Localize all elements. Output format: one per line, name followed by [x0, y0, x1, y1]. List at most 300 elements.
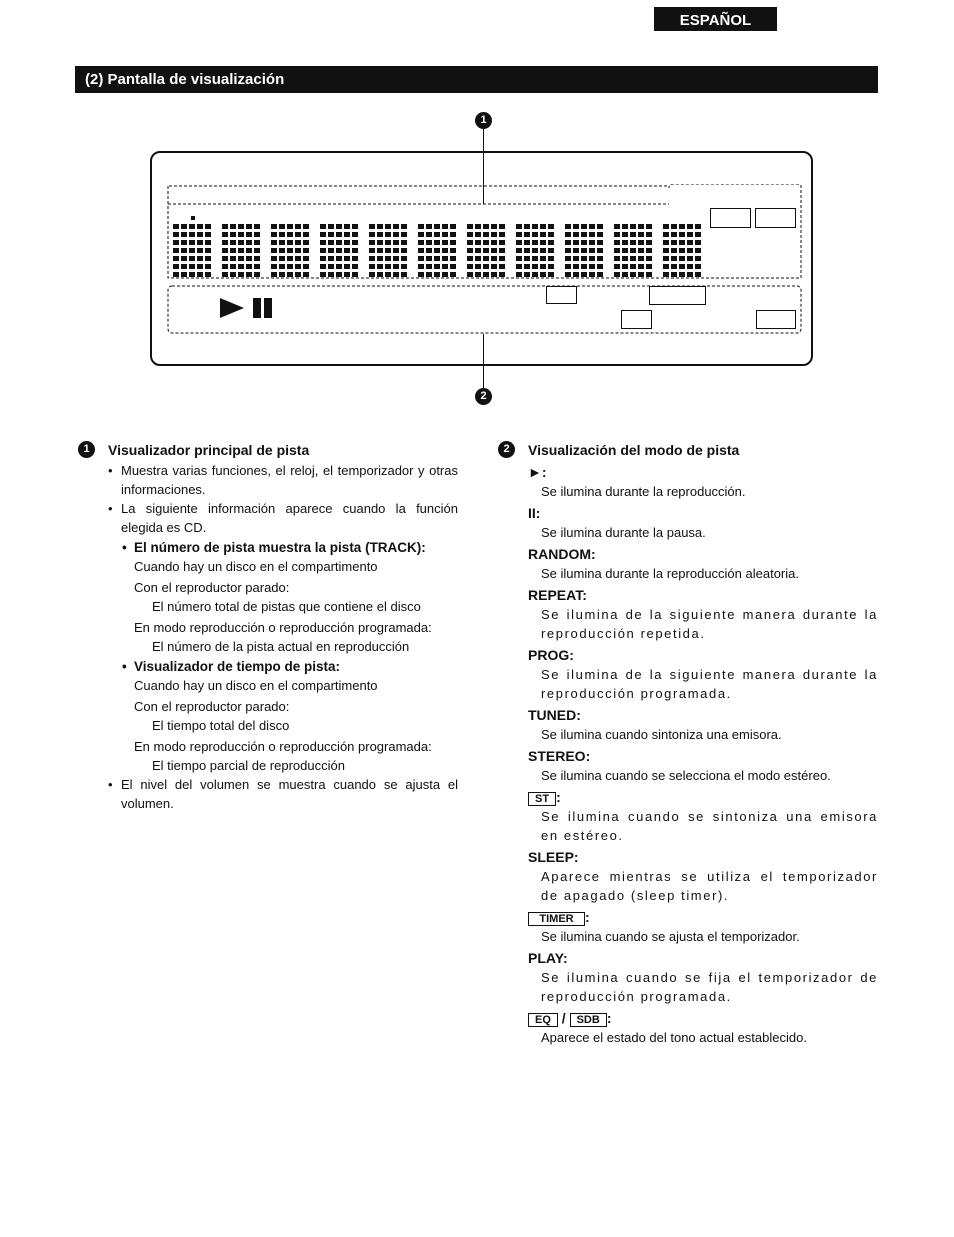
mode-desc: Aparece el estado del tono actual establecido.	[541, 1030, 807, 1045]
dot-matrix-pixel	[687, 240, 693, 245]
dot-matrix-pixel	[238, 272, 244, 277]
mode-timer	[498, 907, 878, 946]
dot-matrix-pixel	[540, 272, 546, 277]
dot-matrix-pixel	[344, 240, 350, 245]
dot-matrix-pixel	[524, 224, 530, 229]
dot-matrix-pixel	[393, 240, 399, 245]
dot-matrix-pixel	[434, 248, 440, 253]
dot-matrix-pixel	[695, 248, 701, 253]
mode-desc: Se ilumina durante la reproducción.	[541, 484, 746, 499]
dot-matrix-pixel	[671, 248, 677, 253]
dot-matrix-pixel	[475, 264, 481, 269]
dot-matrix-pixel	[320, 248, 326, 253]
dot-matrix-pixel	[181, 224, 187, 229]
dot-matrix-pixel	[442, 240, 448, 245]
dot-matrix-pixel	[320, 224, 326, 229]
dot-matrix-pixel	[679, 240, 685, 245]
dot-matrix-pixel	[238, 264, 244, 269]
separator: /	[561, 1010, 566, 1026]
dot-matrix-pixel	[385, 240, 391, 245]
dot-matrix-pixel	[524, 248, 530, 253]
left-column	[78, 441, 458, 813]
dot-matrix-pixel	[532, 248, 538, 253]
dot-matrix-pixel	[303, 232, 309, 237]
dot-matrix-pixel	[540, 256, 546, 261]
dot-matrix-cell	[516, 224, 558, 280]
dot-matrix-pixel	[254, 232, 260, 237]
dot-matrix-pixel	[426, 264, 432, 269]
dot-matrix-pixel	[197, 240, 203, 245]
dot-matrix-pixel	[328, 272, 334, 277]
mode-label	[498, 907, 878, 927]
dot-matrix-pixel	[401, 256, 407, 261]
segment-box-2	[755, 208, 796, 228]
dot-matrix-pixel	[254, 224, 260, 229]
dot-matrix-cell	[222, 224, 264, 280]
dot-matrix-pixel	[369, 248, 375, 253]
dot-matrix-pixel	[254, 240, 260, 245]
dot-matrix-pixel	[442, 272, 448, 277]
dot-matrix-pixel	[238, 248, 244, 253]
dot-matrix-pixel	[597, 272, 603, 277]
dot-matrix-pixel	[663, 224, 669, 229]
callout-2: 2	[475, 388, 492, 405]
dot-matrix-pixel	[189, 256, 195, 261]
dot-matrix-pixel	[491, 272, 497, 277]
segment-box-6	[756, 310, 796, 329]
dot-matrix-pixel	[377, 240, 383, 245]
dot-matrix-pixel	[475, 224, 481, 229]
dot-matrix-pixel	[393, 272, 399, 277]
dot-matrix-pixel	[589, 272, 595, 277]
dot-matrix-pixel	[303, 256, 309, 261]
dot-matrix-pixel	[483, 256, 489, 261]
dot-matrix-pixel	[173, 256, 179, 261]
mode-desc: Se ilumina cuando se sintoniza una emisora en estéreo.	[541, 809, 878, 843]
dot-matrix-pixel	[581, 248, 587, 253]
dot-matrix-pixel	[254, 272, 260, 277]
dot-matrix-pixel	[434, 232, 440, 237]
dot-matrix-pixel	[279, 264, 285, 269]
dot-matrix-pixel	[638, 264, 644, 269]
dot-matrix-pixel	[638, 232, 644, 237]
dot-matrix-pixel	[663, 272, 669, 277]
dot-matrix-pixel	[205, 240, 211, 245]
mode-desc: Se ilumina cuando se ajusta el temporizador.	[541, 929, 800, 944]
dot-matrix-pixel	[205, 224, 211, 229]
dot-matrix-pixel	[581, 256, 587, 261]
dot-matrix-pixel	[695, 256, 701, 261]
dot-matrix-pixel	[434, 240, 440, 245]
dot-matrix-pixel	[328, 264, 334, 269]
dot-matrix-pixel	[181, 232, 187, 237]
mode-label: SLEEP:	[528, 849, 579, 865]
dot-matrix-pixel	[222, 264, 228, 269]
dot-matrix-pixel	[499, 256, 505, 261]
dot-matrix-pixel	[401, 264, 407, 269]
mode-desc: Se ilumina de la siguiente manera durante la reproducción repetida.	[541, 607, 878, 641]
segment-box-4	[649, 286, 706, 305]
dot-matrix-pixel	[450, 272, 456, 277]
dot-matrix-pixel	[271, 256, 277, 261]
dot-matrix-pixel	[573, 248, 579, 253]
dot-matrix-pixel	[344, 256, 350, 261]
dot-matrix-pixel	[565, 272, 571, 277]
dot-matrix-pixel	[197, 224, 203, 229]
dot-matrix-pixel	[426, 224, 432, 229]
dot-matrix-pixel	[679, 248, 685, 253]
dot-matrix-pixel	[450, 256, 456, 261]
dot-matrix-pixel	[695, 232, 701, 237]
dot-matrix-pixel	[483, 248, 489, 253]
dot-matrix-pixel	[197, 256, 203, 261]
mode-repeat	[498, 585, 878, 643]
dot-matrix-pixel	[295, 232, 301, 237]
dot-matrix-pixel	[638, 224, 644, 229]
dot-matrix-pixel	[401, 272, 407, 277]
dot-matrix-pixel	[173, 224, 179, 229]
dot-matrix-pixel	[516, 240, 522, 245]
dot-matrix-pixel	[581, 272, 587, 277]
dot-matrix-pixel	[679, 224, 685, 229]
dot-matrix-pixel	[671, 240, 677, 245]
dot-matrix-pixel	[483, 224, 489, 229]
dot-matrix-pixel	[238, 256, 244, 261]
dot-matrix-pixel	[467, 272, 473, 277]
dot-matrix-pixel	[524, 272, 530, 277]
dot-matrix-pixel	[418, 272, 424, 277]
dot-matrix-pixel	[540, 248, 546, 253]
mode-pause-symbol	[498, 503, 878, 542]
dot-matrix-pixel	[663, 240, 669, 245]
dot-matrix-pixel	[303, 272, 309, 277]
dot-matrix-pixel	[287, 256, 293, 261]
dot-matrix-pixel	[287, 240, 293, 245]
dot-matrix-pixel	[491, 224, 497, 229]
dot-matrix-pixel	[467, 248, 473, 253]
dot-matrix-pixel	[189, 224, 195, 229]
text-line: En modo reproducción o reproducción programada:	[134, 739, 432, 754]
dot-matrix-pixel	[336, 248, 342, 253]
dot-matrix-pixel	[491, 248, 497, 253]
dot-matrix-cell	[467, 224, 509, 280]
dot-matrix-pixel	[287, 272, 293, 277]
dot-matrix-pixel	[173, 248, 179, 253]
dot-matrix-pixel	[597, 224, 603, 229]
dot-matrix-pixel	[663, 232, 669, 237]
dot-matrix-pixel	[565, 248, 571, 253]
dot-matrix-pixel	[222, 240, 228, 245]
dot-matrix-pixel	[589, 248, 595, 253]
dot-matrix-pixel	[638, 256, 644, 261]
dot-matrix-pixel	[246, 248, 252, 253]
dot-matrix-cell	[173, 224, 215, 280]
dot-matrix-pixel	[532, 272, 538, 277]
dot-matrix-pixel	[483, 264, 489, 269]
dot-matrix-pixel	[369, 224, 375, 229]
segment-box-3	[546, 286, 577, 304]
dot-matrix-pixel	[499, 264, 505, 269]
dot-matrix-pixel	[467, 232, 473, 237]
dot-matrix-pixel	[328, 248, 334, 253]
dot-matrix-pixel	[303, 264, 309, 269]
dot-matrix-pixel	[352, 240, 358, 245]
dot-matrix-pixel	[630, 264, 636, 269]
dot-matrix-pixel	[303, 248, 309, 253]
dot-matrix-pixel	[581, 264, 587, 269]
timer-box-label: TIMER	[528, 912, 585, 926]
main-track-heading	[78, 441, 458, 460]
mode-label: REPEAT:	[528, 587, 587, 603]
dot-matrix-pixel	[516, 232, 522, 237]
dot-matrix-pixel	[377, 248, 383, 253]
dot-matrix-pixel	[671, 264, 677, 269]
dot-matrix-pixel	[254, 256, 260, 261]
dot-matrix-pixel	[369, 240, 375, 245]
dot-matrix-pixel	[418, 224, 424, 229]
dot-matrix-pixel	[467, 224, 473, 229]
dot-matrix-pixel	[573, 224, 579, 229]
track-mode-heading	[498, 441, 878, 460]
bullet-item: • El nivel del volumen se muestra cuando se ajusta el volumen.	[78, 775, 458, 813]
dot-matrix-pixel	[287, 248, 293, 253]
dot-matrix-pixel	[442, 264, 448, 269]
dot-matrix-pixel	[328, 240, 334, 245]
dot-matrix-pixel	[646, 232, 652, 237]
dot-matrix-pixel	[279, 272, 285, 277]
dot-matrix-pixel	[565, 240, 571, 245]
dot-matrix-pixel	[548, 272, 554, 277]
dot-matrix-pixel	[230, 272, 236, 277]
mode-label: TUNED:	[528, 707, 581, 723]
mode-tuned	[498, 705, 878, 744]
dot-matrix-pixel	[205, 256, 211, 261]
dot-matrix-pixel	[532, 240, 538, 245]
dot-matrix-pixel	[524, 240, 530, 245]
dot-matrix-pixel	[475, 272, 481, 277]
dot-matrix-pixel	[279, 256, 285, 261]
dot-matrix-pixel	[532, 224, 538, 229]
bullet-item: • La siguiente información aparece cuando la función elegida es CD.	[78, 499, 458, 537]
dot-matrix-pixel	[295, 240, 301, 245]
dot-matrix-pixel	[540, 232, 546, 237]
dot-matrix-pixel	[393, 224, 399, 229]
dot-matrix-pixel	[287, 264, 293, 269]
dot-matrix-pixel	[197, 264, 203, 269]
dot-matrix-pixel	[565, 264, 571, 269]
mode-label: ►:	[528, 464, 547, 480]
dot-matrix-pixel	[385, 224, 391, 229]
section-title: (2) Pantalla de visualización	[75, 66, 878, 93]
mode-label: PROG:	[528, 647, 574, 663]
mode-label: RANDOM:	[528, 546, 596, 562]
dot-matrix-pixel	[573, 272, 579, 277]
dot-matrix-pixel	[295, 264, 301, 269]
dot-matrix-pixel	[630, 272, 636, 277]
dot-matrix-pixel	[197, 248, 203, 253]
dot-matrix-pixel	[548, 256, 554, 261]
mode-eq-sdb	[498, 1008, 878, 1047]
dot-matrix-pixel	[385, 272, 391, 277]
mode-desc: Se ilumina durante la pausa.	[541, 525, 706, 540]
dot-matrix-pixel	[450, 224, 456, 229]
dot-matrix-pixel	[638, 240, 644, 245]
dot-matrix-pixel	[695, 224, 701, 229]
dot-matrix-pixel	[230, 248, 236, 253]
mode-desc: Aparece mientras se utiliza el temporizador de apagado (sleep timer).	[541, 869, 878, 903]
dot-matrix-pixel	[401, 240, 407, 245]
dot-matrix-pixel	[393, 248, 399, 253]
dot-matrix-pixel	[483, 240, 489, 245]
text-line: En modo reproducción o reproducción programada:	[134, 620, 432, 635]
dot-matrix-pixel	[622, 264, 628, 269]
dot-matrix-pixel	[589, 256, 595, 261]
dot-matrix-pixel	[377, 232, 383, 237]
dot-matrix-pixel	[336, 232, 342, 237]
dot-matrix-pixel	[638, 248, 644, 253]
dot-matrix-pixel	[181, 256, 187, 261]
dot-matrix-pixel	[687, 264, 693, 269]
dot-matrix-pixel	[385, 256, 391, 261]
dot-matrix-pixel	[418, 248, 424, 253]
dot-matrix-pixel	[475, 232, 481, 237]
dot-matrix-pixel	[467, 256, 473, 261]
dot-matrix-pixel	[189, 264, 195, 269]
dot-matrix-pixel	[450, 264, 456, 269]
dot-matrix-pixel	[173, 232, 179, 237]
dot-matrix-pixel	[377, 224, 383, 229]
colon: :	[556, 789, 561, 805]
dot-matrix-pixel	[548, 224, 554, 229]
dot-matrix-pixel	[352, 248, 358, 253]
main-track-title: Visualizador principal de pista	[108, 442, 310, 458]
heading-number-2: 2	[498, 441, 515, 458]
dot-matrix-pixel	[589, 240, 595, 245]
dot-matrix-pixel	[352, 224, 358, 229]
dot-matrix-pixel	[589, 224, 595, 229]
dot-matrix-pixel	[222, 248, 228, 253]
dot-matrix-pixel	[336, 272, 342, 277]
dot-matrix-pixel	[173, 272, 179, 277]
callout-2-leader	[483, 334, 484, 388]
dot-matrix-pixel	[646, 240, 652, 245]
dot-matrix-pixel	[418, 256, 424, 261]
segment-box-5	[621, 310, 652, 329]
dot-matrix-pixel	[597, 240, 603, 245]
dot-matrix-pixel	[271, 240, 277, 245]
dot-matrix-pixel	[197, 272, 203, 277]
dot-matrix-pixel	[320, 272, 326, 277]
dot-matrix-pixel	[189, 240, 195, 245]
dot-matrix-pixel	[695, 272, 701, 277]
dot-matrix-pixel	[646, 248, 652, 253]
dot-matrix-pixel	[548, 232, 554, 237]
dot-matrix-pixel	[222, 256, 228, 261]
track-time-subtitle: • Visualizador de tiempo de pista:	[78, 657, 458, 676]
dot-matrix-pixel	[320, 232, 326, 237]
dot-matrix-pixel	[246, 264, 252, 269]
dot-matrix-pixel	[328, 256, 334, 261]
dot-matrix-pixel	[173, 240, 179, 245]
dot-matrix-pixel	[499, 224, 505, 229]
dot-matrix-pixel	[532, 264, 538, 269]
dot-matrix-pixel	[663, 256, 669, 261]
dot-matrix-pixel	[418, 264, 424, 269]
dot-matrix-pixel	[271, 232, 277, 237]
track-number-subtitle: • El número de pista muestra la pista (TRACK):	[78, 538, 458, 557]
dot-matrix-pixel	[344, 272, 350, 277]
dot-matrix-pixel	[491, 232, 497, 237]
dot-matrix-pixel	[646, 256, 652, 261]
mode-desc: Se ilumina de la siguiente manera durante la reproducción programada.	[541, 667, 878, 701]
text-line: El tiempo parcial de reproducción	[152, 758, 345, 773]
mode-desc: Se ilumina durante la reproducción aleatoria.	[541, 566, 799, 581]
segment-box-1	[710, 208, 751, 228]
dot-matrix-pixel	[279, 248, 285, 253]
text-line: Con el reproductor parado:	[134, 699, 290, 714]
dot-matrix-pixel	[687, 256, 693, 261]
mode-label: II:	[528, 505, 541, 521]
right-column	[498, 441, 878, 1047]
st-box-label: ST	[528, 792, 556, 806]
dot-matrix-pixel	[589, 264, 595, 269]
language-tab: ESPAÑOL	[654, 7, 777, 31]
dot-matrix-pixel	[369, 272, 375, 277]
dot-matrix-pixel	[499, 240, 505, 245]
dot-matrix-pixel	[663, 248, 669, 253]
dot-matrix-cell	[565, 224, 607, 280]
dot-matrix-pixel	[246, 224, 252, 229]
dot-matrix-pixel	[442, 248, 448, 253]
dot-matrix-pixel	[434, 224, 440, 229]
dot-matrix-pixel	[573, 256, 579, 261]
dot-matrix-pixel	[222, 232, 228, 237]
dot-matrix-pixel	[581, 232, 587, 237]
dot-matrix-pixel	[303, 224, 309, 229]
dot-matrix-pixel	[189, 272, 195, 277]
dot-matrix-pixel	[295, 272, 301, 277]
dot-matrix-pixel	[254, 248, 260, 253]
dot-matrix-cell	[320, 224, 362, 280]
text-line: Cuando hay un disco en el compartimento	[134, 678, 378, 693]
dot-matrix-pixel	[516, 272, 522, 277]
dot-matrix-pixel	[401, 224, 407, 229]
dot-matrix-pixel	[679, 264, 685, 269]
dot-matrix-pixel	[614, 248, 620, 253]
mode-random	[498, 544, 878, 583]
mode-play	[498, 948, 878, 1006]
dot-matrix-pixel	[434, 264, 440, 269]
dot-matrix-pixel	[442, 232, 448, 237]
dot-matrix-pixel	[491, 240, 497, 245]
dot-matrix-pixel	[189, 248, 195, 253]
dot-matrix-pixel	[450, 232, 456, 237]
dot-matrix-pixel	[687, 248, 693, 253]
dot-matrix-pixel	[671, 256, 677, 261]
dot-matrix-pixel	[630, 256, 636, 261]
dot-matrix-pixel	[426, 248, 432, 253]
dot-matrix-pixel	[573, 240, 579, 245]
dot-matrix-pixel	[638, 272, 644, 277]
dot-matrix-pixel	[524, 232, 530, 237]
dot-matrix-pixel	[401, 232, 407, 237]
colon: :	[606, 1010, 612, 1026]
dot-matrix-pixel	[173, 264, 179, 269]
dot-matrix-pixel	[352, 256, 358, 261]
dot-matrix-pixel	[491, 256, 497, 261]
dot-matrix-pixel	[181, 240, 187, 245]
dot-matrix-pixel	[426, 272, 432, 277]
